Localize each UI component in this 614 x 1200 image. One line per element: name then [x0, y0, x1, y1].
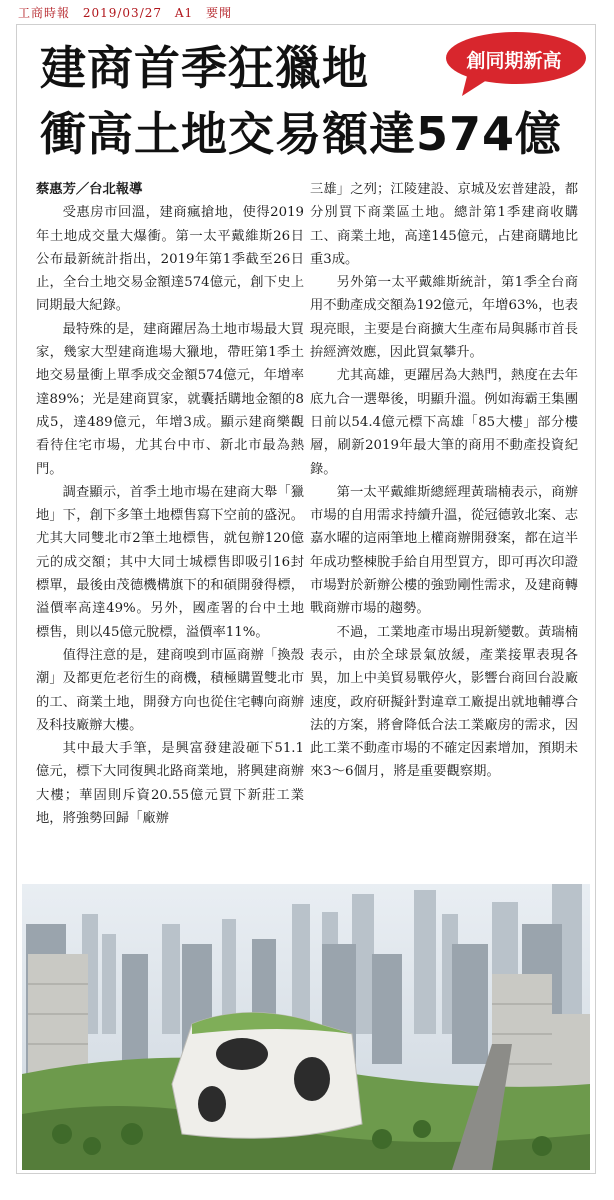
speech-bubble-badge: [440, 28, 588, 98]
paragraph: 值得注意的是，建商嗅到市區商辦「換殼潮」及都更危老衍生的商機，積極購置雙北市的工、商業土地，開發方向也從住宅轉向商辦及科技廠辦大樓。: [36, 647, 304, 733]
city-skyline-image: [22, 884, 590, 1170]
paragraph: 第一太平戴維斯總經理黃瑞楠表示，商辦市場的自用需求持續升溫，從冠德敦北案、志嘉水曜的這兩筆地上權商辦開發案，都在這半年成功整棟脫手給自用型買方，即可再次印證市場對於新辦公樓的強勁剛性需求，及建商轉戰商辦市場的趨勢。: [310, 484, 578, 617]
city-skyline-photo: [22, 884, 590, 1170]
masthead-page: A1: [174, 6, 194, 20]
paragraph: 尤其高雄，更躍居為大熱門，熱度在去年底九合一選舉後，明顯升溫。例如海霸王集團日前以54.4億元標下高雄「85大樓」部分樓層，刷新2019年最大筆的商用不動產投資紀錄。: [310, 368, 578, 477]
paragraph: 其中最大手筆，是興富發建設砸下51.1億元，標下大同復興北路商業地，將興建商辦大樓；華固則斥資20.55億元買下新莊工業地，將強勢回歸「廠辦: [36, 741, 304, 827]
paragraph: 受惠房市回溫，建商瘋搶地，使得2019年土地成交量大爆衝。第一太平戴維斯26日公布最新統計指出，2019年第1季截至26日止，全台土地交易金額達574億元，創下史上同期最大紀錄。: [36, 205, 304, 314]
paragraph-continuation: 三雄」之列；江陵建設、京城及宏普建設，都分別買下商業區土地。總計第1季建商收購工、商業土地，高達145億元，占建商購地比重3成。: [310, 182, 578, 267]
masthead-date: 2019/03/27: [82, 6, 163, 20]
masthead: [18, 4, 598, 22]
paragraph: 另外第一太平戴維斯統計，第1季全台商用不動產成交額為192億元，年增63%，也表現亮眼，主要是台商擴大生產布局與縣市首長拚經濟效應，因此買氣攀升。: [310, 275, 578, 361]
headline-line-2: 衝高土地交易額達574億: [40, 107, 563, 161]
masthead-paper: 工商時報: [18, 6, 71, 20]
paragraph: 最特殊的是，建商躍居為土地市場最大買家，幾家大型建商進場大獵地，帶旺第1季土地交易量衝上單季成交金額574億元，年增率達89%；光是建商買家，就囊括購地金額的8成5，達489億元，年增3成。顯示建商樂觀看待住宅市場，尤其台中市、新北市最為熱門。: [36, 321, 304, 477]
article-column-left: [36, 178, 304, 830]
byline: 蔡惠芳／台北報導: [36, 182, 143, 197]
paragraph: 調查顯示，首季土地市場在建商大舉「獵地」下，創下多筆土地標售寫下空前的盛況。尤其大同雙北市2筆土地標售，就包辦120億元的成交額；其中大同士城標售即吸引16封標單，最後由茂德機構旗下的和碩開發得標，溢價率高達49%。另外，國產署的台中土地標售，則以45億元脫標，溢價率11%。: [36, 484, 304, 640]
headline-line-1: 建商首季狂獵地: [40, 41, 369, 95]
badge-text: 創同期新高: [466, 50, 562, 72]
masthead-section: 要聞: [205, 6, 232, 20]
paragraph: 不過，工業地產市場出現新變數。黃瑞楠表示，由於全球景氣放緩，產業接單表現各異，加上中美貿易戰停火，影響台商回台設廠速度，政府研擬針對違章工廠提出就地輔導合法的方案，將會降低合法工業廠房的需求，因此工業不動產市場的不確定因素增加，預期未來3～6個月，將是重要觀察期。: [310, 624, 578, 780]
article-column-right: [310, 178, 578, 784]
